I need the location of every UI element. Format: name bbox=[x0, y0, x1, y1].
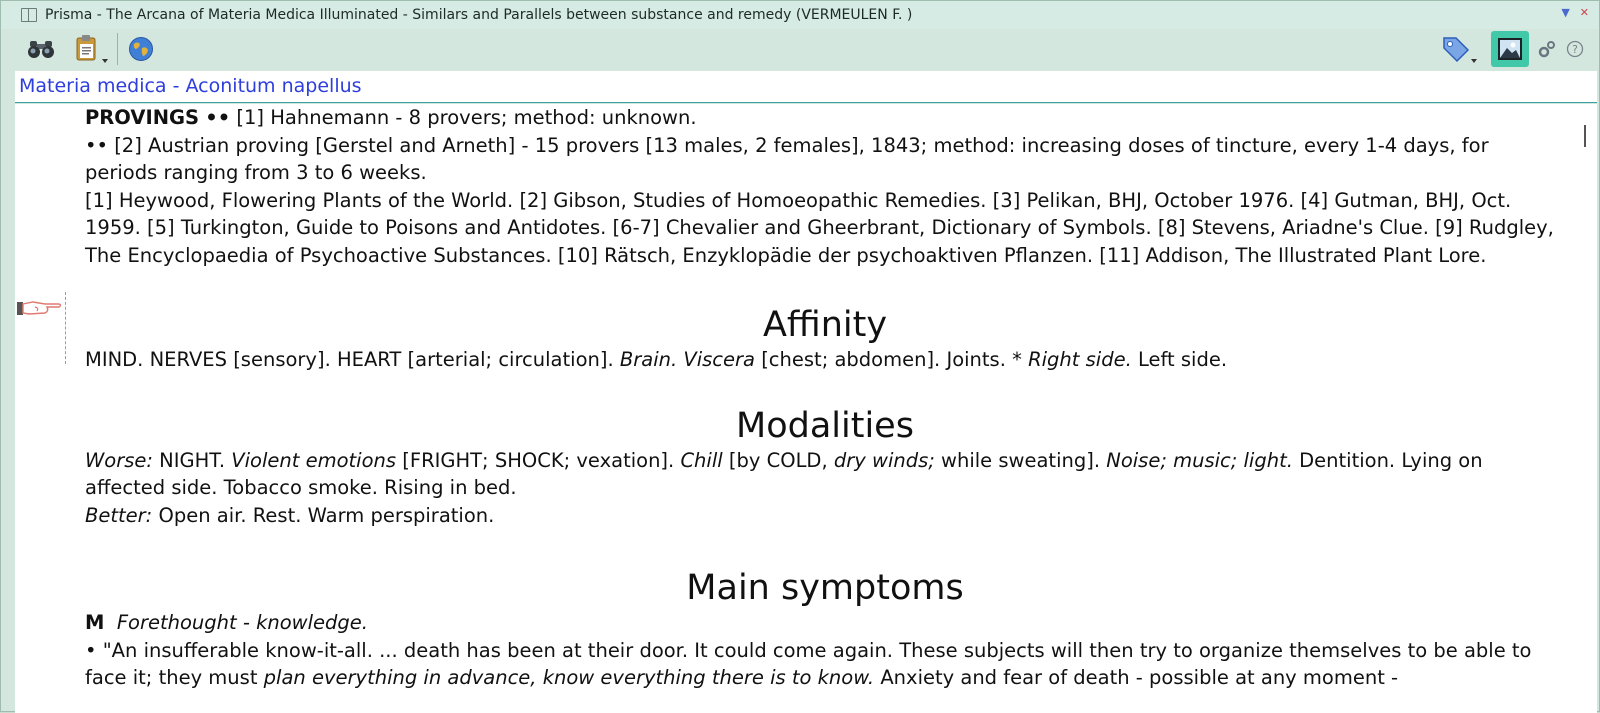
worse-text-f: dry winds; bbox=[833, 448, 935, 472]
worse-text-a: NIGHT. bbox=[159, 448, 226, 472]
document-title-link[interactable]: Materia medica - Aconitum napellus bbox=[19, 75, 362, 97]
margin-marker-line bbox=[65, 292, 66, 364]
minimize-button[interactable]: ▼ bbox=[1561, 6, 1570, 19]
worse-text-b: Violent emotions bbox=[231, 448, 397, 472]
document-content[interactable] bbox=[15, 104, 1597, 713]
better-paragraph bbox=[85, 502, 1565, 530]
affinity-text-e: Left side. bbox=[1137, 348, 1228, 371]
worse-label: Worse: bbox=[85, 448, 153, 472]
references-paragraph: [1] Heywood, Flowering Plants of the World. [2] Gibson, Studies of Homoeopathic Remedies. [3] Pelikan, BHJ, October 1976. [4] Gutman, BHJ, Oct. 1959. [5] Turkington, Guide to Poisons and Antidotes. [6-7] Chevalier and Gheerbrant, Dictionary of Symbols. [8] Stevens, Ariadne's Clue. [9] Rudgley, The Encyclopaedia of Psychoactive Substances. [10] Rätsch, Enzyklopädie der psychoaktiven Pflanzen. [11] Addison, The Illustrated Plant Lore. bbox=[85, 188, 1554, 267]
binoculars-icon bbox=[27, 38, 55, 60]
worse-text-g: while sweating]. bbox=[941, 448, 1101, 472]
tag-button[interactable] bbox=[1439, 33, 1481, 65]
provings-paragraph bbox=[85, 104, 1565, 132]
worse-text-c: [FRIGHT; SHOCK; vexation]. bbox=[402, 448, 675, 472]
symptom-quote bbox=[85, 637, 1565, 692]
clipboard-button[interactable] bbox=[69, 33, 113, 65]
symptom-m-line bbox=[85, 609, 1565, 637]
affinity-text-d: Right side. bbox=[1028, 348, 1132, 371]
help-icon bbox=[1566, 40, 1584, 58]
help-button[interactable] bbox=[1563, 33, 1587, 65]
web-button[interactable] bbox=[125, 33, 157, 65]
worse-text-h: Noise; music; light. bbox=[1106, 448, 1293, 472]
worse-text-i: Dentition. Lying on affected side. Tobacco smoke. Rising in bed. bbox=[85, 448, 1483, 499]
svg-text:?: ? bbox=[1572, 43, 1578, 56]
close-button[interactable]: ✕ bbox=[1579, 6, 1589, 19]
settings-button[interactable] bbox=[1535, 33, 1559, 65]
affinity-text-a: MIND. NERVES [sensory]. HEART [arterial; circulation]. bbox=[85, 348, 614, 371]
affinity-text-b: Brain. Viscera bbox=[619, 348, 755, 371]
quote-text-a: • "An insufferable know-it-all. ... death has been at their door. It could come again. These subjects will then try to organize themselves to be able to face it; they must bbox=[85, 638, 1532, 689]
proving-1: [1] Hahnemann - 8 provers; method: unknown. bbox=[236, 106, 697, 129]
provings-label: PROVINGS bbox=[85, 106, 200, 129]
worse-text-e: [by COLD, bbox=[728, 448, 828, 472]
main-symptoms-heading: Main symptoms bbox=[686, 568, 964, 608]
symptom-m-title: Forethought - knowledge. bbox=[116, 611, 368, 634]
better-label: Better: bbox=[85, 503, 153, 527]
tag-icon bbox=[1440, 34, 1480, 64]
window-title: Prisma - The Arcana of Materia Medica Illuminated - Similars and Parallels between substance and remedy (VERMEULEN F. ) bbox=[45, 7, 913, 23]
symptom-m-label: M bbox=[85, 611, 105, 634]
gears-icon bbox=[1537, 39, 1557, 59]
book-icon bbox=[21, 8, 37, 22]
modalities-heading: Modalities bbox=[736, 405, 914, 446]
toolbar-separator bbox=[117, 33, 118, 65]
document-header bbox=[15, 71, 1597, 103]
affinity-paragraph bbox=[85, 346, 1565, 374]
worse-text-d: Chill bbox=[680, 448, 723, 472]
better-text: Open air. Rest. Warm perspiration. bbox=[158, 503, 495, 527]
affinity-text-c: [chest; abdomen]. Joints. * bbox=[761, 348, 1022, 371]
toolbar bbox=[1, 29, 1599, 69]
image-toggle-button[interactable] bbox=[1491, 31, 1529, 67]
title-bar bbox=[1, 1, 1599, 29]
quote-text-c: Anxiety and fear of death - possible at any moment - bbox=[880, 666, 1399, 689]
scrollbar-thumb[interactable] bbox=[1584, 125, 1586, 147]
quote-text-b: plan everything in advance, know everything there is to know. bbox=[263, 666, 875, 689]
affinity-heading: Affinity bbox=[762, 305, 888, 345]
document-body bbox=[85, 104, 1565, 692]
clipboard-icon bbox=[73, 34, 109, 64]
proving-2: •• [2] Austrian proving [Gerstel and Arneth] - 15 provers [13 males, 2 females], 1843; method: increasing doses of tincture, every 1-4 days, for periods ranging from 3 to 6 weeks. bbox=[85, 133, 1489, 184]
vertical-scrollbar[interactable] bbox=[1581, 110, 1589, 710]
image-icon bbox=[1497, 37, 1523, 61]
worse-paragraph bbox=[85, 447, 1565, 502]
globe-icon bbox=[128, 36, 154, 62]
provings-bullet: •• bbox=[205, 106, 231, 129]
search-button[interactable] bbox=[25, 33, 57, 65]
pointing-hand-icon[interactable] bbox=[15, 299, 65, 317]
